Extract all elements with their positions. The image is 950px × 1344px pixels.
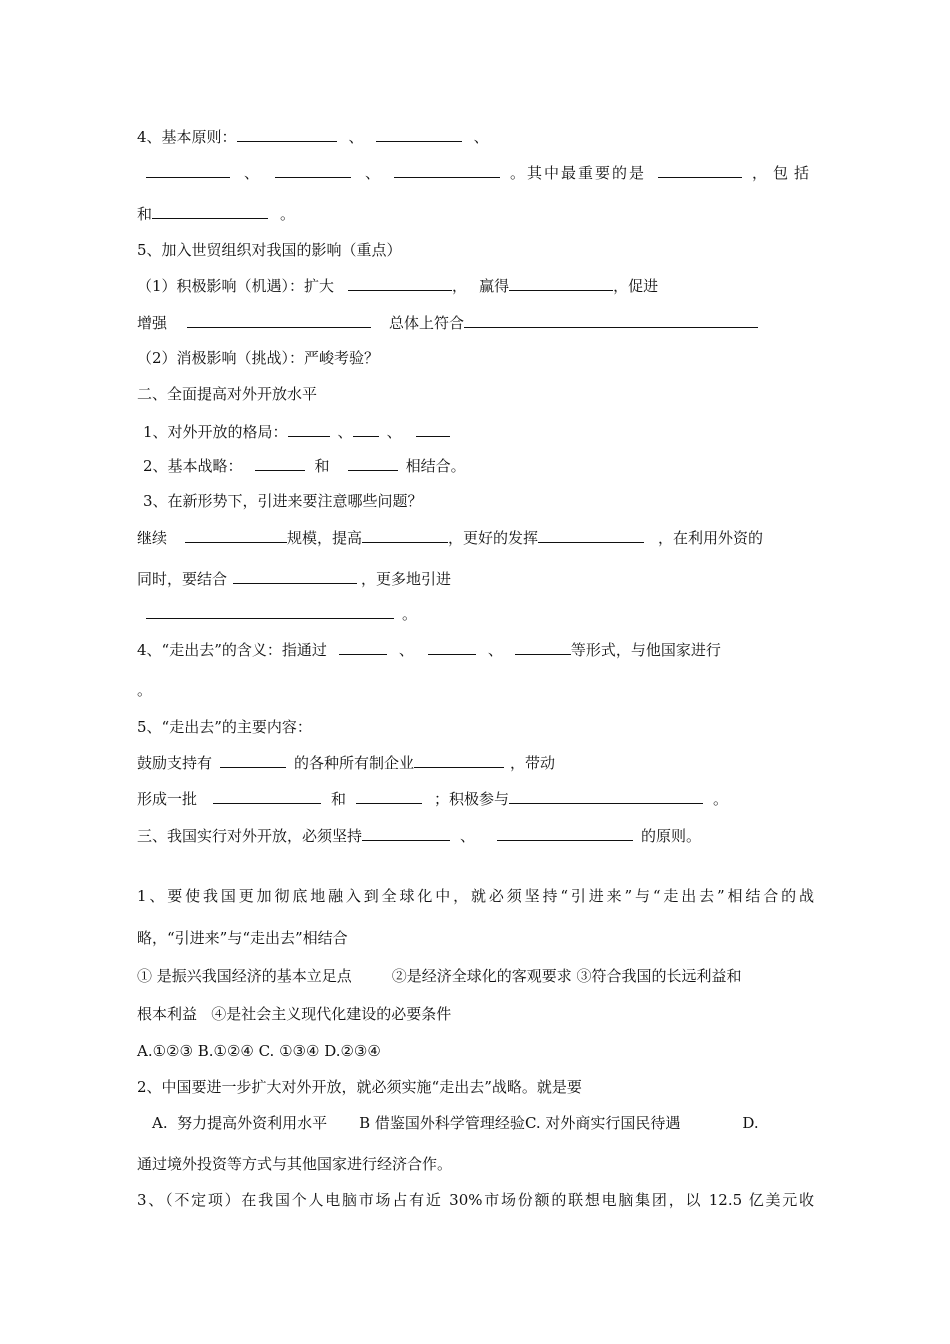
answer-options: A.①②③ B.①②④ C. ①③④ D.②③④ [137, 1042, 381, 1060]
go-out-content-line-1 [137, 753, 814, 773]
play-label: ，更好的发挥 [448, 529, 539, 547]
option-a: A. 努力提高外资利用水平 [152, 1114, 328, 1132]
q1-line-1 [137, 886, 814, 906]
period: 。 [137, 681, 153, 699]
blank [414, 753, 504, 768]
q2-options [152, 1113, 814, 1133]
blank [288, 422, 330, 437]
and-label: 和 [314, 457, 330, 475]
principles-label: 4、基本原则： [137, 128, 237, 146]
encourage-label: 鼓励支持有 [137, 754, 213, 772]
separator: ， [452, 277, 468, 295]
separator: 、 [337, 423, 353, 441]
bring-in-question [143, 491, 814, 511]
q1-line-3 [137, 966, 814, 986]
q1-line-4 [137, 1004, 814, 1024]
blank [658, 163, 742, 178]
separator: 、 [365, 164, 381, 182]
pattern-label: 1、对外开放的格局： [143, 423, 288, 441]
meaning-label: 4、“走出去”的含义：指通过 [137, 641, 327, 659]
blank [233, 569, 357, 584]
separator: 、 [244, 164, 260, 182]
drive-label: ，带动 [510, 754, 556, 772]
q2-stem [137, 1077, 814, 1097]
q2-option-d-cont [137, 1154, 814, 1174]
option-b: B 借鉴国外科学管理经验 [359, 1114, 525, 1132]
separator: 、 [386, 423, 402, 441]
blank [220, 753, 286, 768]
question-text: 1、要使我国更加彻底地融入到全球化中，就必须坚持“引进来”与“走出去”相结合的战 [137, 887, 814, 905]
period: 。 [280, 205, 296, 223]
blank [255, 456, 305, 471]
strengthen-label: 增强 [137, 314, 168, 332]
blank [362, 528, 448, 543]
blank [348, 276, 452, 291]
strategy-label: 2、基本战略： [143, 457, 243, 475]
combine-label: 相结合。 [405, 457, 466, 475]
form-label: 形成一批 [137, 790, 198, 808]
heading: 5、“走出去”的主要内容： [137, 718, 312, 736]
principles-line-3 [137, 204, 814, 224]
win-label: 赢得 [479, 277, 510, 295]
continue-label: 继续 [137, 529, 168, 547]
q1-line-2 [137, 928, 814, 948]
option-d-text: 通过境外投资等方式与其他国家进行经济合作。 [137, 1155, 453, 1173]
heading: 5、加入世贸组织对我国的影响（重点） [137, 241, 402, 259]
period: 。 [402, 605, 418, 623]
bring-in-line-1 [137, 528, 814, 548]
and-label: 和 [331, 790, 347, 808]
principles-line-1 [137, 127, 814, 147]
promote-label: ，促进 [613, 277, 659, 295]
go-out-content-line-2 [137, 789, 814, 809]
blank [362, 826, 450, 841]
statement-2-3: ②是经济全球化的客观要求 ③符合我国的长远利益和 [391, 967, 742, 985]
blank [538, 528, 644, 543]
section-2-title [137, 384, 814, 404]
section-3-line [137, 826, 814, 846]
period: 。 [713, 790, 729, 808]
includes-label: ，包括 [752, 164, 816, 182]
blank [416, 422, 450, 437]
blank [185, 528, 287, 543]
wto-negative-line [137, 348, 814, 368]
wto-positive-line [137, 276, 814, 296]
separator: 、 [398, 641, 414, 659]
negative-label: （2）消极影响（挑战）：严峻考验？ [137, 349, 380, 367]
forms-label: 等形式，与他国家进行 [570, 641, 721, 659]
blank [339, 640, 387, 655]
blank [348, 456, 398, 471]
go-out-meaning-line [137, 640, 814, 660]
blank [275, 163, 351, 178]
opening-pattern-line [143, 422, 814, 442]
bring-in-line-2 [137, 569, 814, 589]
blank [146, 163, 230, 178]
blank [356, 789, 422, 804]
blank [394, 163, 500, 178]
blank [509, 276, 613, 291]
enterprises-label: 的各种所有制企业 [294, 754, 415, 772]
principles-line-2 [146, 163, 814, 183]
option-c: C. 对外商实行国民待遇 [524, 1114, 681, 1132]
blank [237, 127, 337, 142]
blank [152, 204, 268, 219]
combine-label: 同时，要结合 [137, 570, 228, 588]
blank [376, 127, 462, 142]
blank [497, 826, 633, 841]
overall-label: 总体上符合 [389, 314, 465, 332]
go-out-content-title [137, 717, 814, 737]
heading: 二、全面提高对外开放水平 [137, 385, 318, 403]
blank [146, 604, 394, 619]
and-label: 和 [137, 205, 153, 223]
separator: 、 [348, 128, 364, 146]
blank [515, 640, 571, 655]
wto-impact-title [137, 240, 814, 260]
participate-label: ；积极参与 [434, 790, 510, 808]
question-text: 略，“引进来”与“走出去”相结合 [137, 929, 348, 947]
foreign-capital-label: ，在利用外资的 [658, 529, 764, 547]
q1-options [137, 1041, 814, 1061]
positive-label: （1）积极影响（机遇）：扩大 [137, 277, 335, 295]
separator: 、 [487, 641, 503, 659]
introduce-label: ，更多地引进 [361, 570, 452, 588]
question-text: 3、（不定项）在我国个人电脑市场占有近 30%市场份额的联想电脑集团，以 12.5 亿美元收 [137, 1191, 814, 1209]
principle-label: 的原则。 [641, 827, 702, 845]
separator: 、 [460, 827, 476, 845]
blank [464, 313, 758, 328]
bring-in-line-3 [146, 604, 814, 624]
blank [353, 422, 379, 437]
blank [213, 789, 321, 804]
blank [428, 640, 476, 655]
scale-label: 规模，提高 [287, 529, 363, 547]
blank [187, 313, 371, 328]
go-out-meaning-end [137, 680, 814, 700]
separator: 、 [473, 128, 489, 146]
heading: 3、在新形势下，引进来要注意哪些问题？ [143, 492, 423, 510]
wto-strengthen-line [137, 313, 814, 333]
statement-4: 根本利益 ④是社会主义现代化建设的必要条件 [137, 1005, 452, 1023]
statement-1: ① 是振兴我国经济的基本立足点 [137, 967, 352, 985]
basic-strategy-line [143, 456, 814, 476]
option-d: D. [742, 1114, 759, 1132]
question-text: 2、中国要进一步扩大对外开放，就必须实施“走出去”战略。就是要 [137, 1078, 582, 1096]
most-important-label: 。其中最重要的是 [510, 164, 647, 182]
section-3-label: 三、我国实行对外开放，必须坚持 [137, 827, 363, 845]
q3-stem [137, 1190, 814, 1210]
blank [509, 789, 703, 804]
